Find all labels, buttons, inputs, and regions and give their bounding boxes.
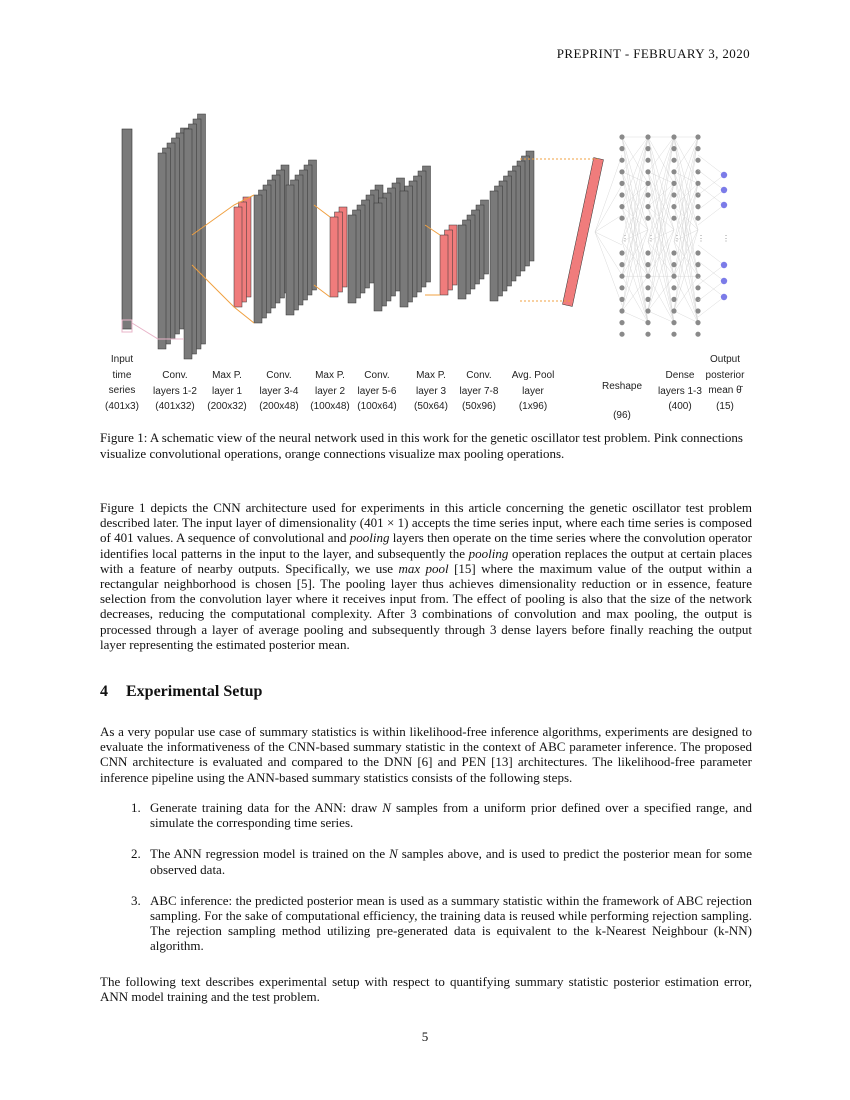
neuron-node [695,216,700,221]
conv-layer-7-8b [490,191,498,301]
reshape-connection [595,215,622,232]
dense-connection [622,137,648,183]
neuron-node [671,204,676,209]
neuron-node [695,262,700,267]
layer-label [207,368,246,415]
dense-connection [622,241,648,322]
layer-label-line: Dense [665,370,695,381]
dense-connection [648,137,674,172]
neuron-node [619,274,624,279]
neuron-node [645,297,650,302]
output-connection [698,297,724,317]
dense-connection [674,172,698,230]
neuron-node [671,285,676,290]
output-connection [698,277,724,297]
layer-label-line: layers 1-3 [658,385,702,397]
maxpool-layer-3 [440,235,448,295]
dense-connection [622,183,648,311]
output-connection [698,190,724,210]
dense-connection [622,172,648,230]
dense-connection [648,137,674,207]
layer-label-line: mean θ̄ [708,385,742,396]
neuron-node [671,320,676,325]
steps-list [100,800,752,970]
layer-label-line: (50x64) [414,401,448,412]
layer-label-line: layer 1 [211,385,242,397]
layer-label [706,352,745,414]
output-connection [698,155,724,175]
layer-label-line: Max P. [212,370,242,381]
dense-connection [648,172,674,230]
neuron-node [695,134,700,139]
neuron-node [645,181,650,186]
output-connection [698,205,724,225]
layer-label-line: Max P. [315,370,345,381]
layer-label [460,368,499,415]
dense-connection [622,183,648,241]
output-node [721,262,727,268]
conv-layer-3-4b [286,185,294,315]
dense-connection [674,183,698,276]
layer-label-line: (200x32) [207,401,247,412]
layer-label [512,368,555,415]
neuron-node [619,308,624,313]
maxpool-layer-2 [330,217,338,297]
layer-label-line: Conv. [266,370,292,381]
layer-label-line: time [112,369,132,381]
dense-connection [674,137,698,183]
output-connection [698,245,724,265]
conv-layer-5-6b [374,203,382,311]
dense-connection [674,172,698,184]
output-connection [698,170,724,190]
dense-connection [648,172,674,184]
dense-connection [674,137,698,230]
dense-connection [622,137,648,230]
neuron-node [671,274,676,279]
dense-connection [622,137,648,207]
layer-label-line: Input [110,354,134,365]
neuron-node [695,158,700,163]
layer-label-line: layer 7-8 [459,385,499,397]
conv-layer-5-6c [400,191,408,307]
layer-label-line: series [108,385,136,396]
math-401: 401 [114,530,134,546]
dense-connection [674,311,698,323]
dense-connection [648,183,674,311]
neuron-node [695,332,700,337]
figure-caption: Figure 1: A schematic view of the neural network used in this work for the genetic oscillator test problem. Pink connections visualize convolutional operations, orange connections visualize max pooling operations. [100,430,743,461]
paragraph-experimental-intro: As a very popular use case of summary statistics is within likelihood-free inference algorithms, experiments are designed to evaluate the informativeness of the CNN-based summary statistic in the context of ABC parameter inference. The proposed CNN architecture is evaluated and compared to the DNN [6] and PEN [13] architectures. The likelihood-free parameter inference pipeline using the ANN-based summary statistics consists of the following steps. [100,724,752,785]
dense-connection [622,137,648,172]
orange-connection [314,285,330,297]
ellipsis-mark: ⋮ [673,234,681,243]
layer-label-line: layers 1-2 [153,385,197,397]
list-item: 2. The ANN regression model is trained on the N samples above, and is used to predict the posterior mean for some observed data. [131,846,752,877]
layer-label-line: Max P. [416,370,446,381]
neuron-node [619,285,624,290]
layer-label-line: Avg. Pool [511,370,555,381]
neuron-node [645,146,650,151]
dense-connection [648,183,674,276]
neuron-node [645,332,650,337]
layer-label-line: layer [522,385,544,397]
neuron-node [695,285,700,290]
neuron-node [645,134,650,139]
neuron-node [671,332,676,337]
section-heading: 4 Experimental Setup [100,683,263,700]
conv-layer-1-2b [184,129,192,359]
layer-label-line: layer 3-4 [259,385,299,397]
layer-label-line: (200x48) [259,401,299,412]
math-dimensionality: (401 × 1) [359,515,409,531]
neuron-node [619,134,624,139]
dense-connection [674,183,698,311]
conv-layer-1-2 [158,153,166,349]
layer-label-line: (100x48) [310,401,350,412]
layer-label [310,368,349,415]
neuron-node [645,192,650,197]
ellipsis-mark: ⋮ [621,234,629,243]
dense-connection [674,137,698,207]
neuron-node [645,285,650,290]
layer-label [153,368,197,415]
layer-label [658,368,702,415]
page-number: 5 [421,1029,429,1044]
neuron-node [645,158,650,163]
dense-connection [674,183,698,241]
layer-label-line: (50x96) [462,401,496,412]
layer-label-line: Conv. [162,370,188,381]
reshape-connection [595,185,622,232]
neuron-node [645,204,650,209]
neuron-node [619,169,624,174]
neuron-node [645,169,650,174]
input-layer [122,129,132,329]
ellipsis-mark: ⋮ [722,234,730,243]
running-header: PREPRINT - FEBRUARY 3, 2020 [556,46,750,61]
layer-label-line: (401x3) [105,400,139,412]
neuron-node [619,250,624,255]
layer-label-line: (401x32) [155,401,195,412]
output-connection [698,265,724,285]
neuron-node [619,146,624,151]
neuron-node [671,169,676,174]
figure-layer-labels [100,352,760,422]
layer-label [602,372,642,430]
neuron-node [671,181,676,186]
layer-label-line: (96) [613,410,631,421]
neuron-node [671,192,676,197]
dense-connection [648,183,674,241]
layer-label [259,368,298,415]
neuron-node [619,216,624,221]
layer-label-line: (100x64) [357,401,397,412]
output-node [721,278,727,284]
dense-connection [622,172,648,184]
dense-connection [622,311,648,323]
layer-label-line: (15) [716,400,734,412]
output-connection [698,185,724,205]
neuron-node [619,192,624,197]
list-item: 1. Generate training data for the ANN: draw N samples from a uniform prior defined over a specified range, and simulate the corresponding time series. [131,800,752,831]
layer-label-line: layer 5-6 [357,385,397,397]
dense-connection [648,311,674,323]
dense-connection [674,137,698,241]
neuron-node [619,204,624,209]
neuron-node [695,320,700,325]
dense-connection [648,137,674,230]
neuron-node [619,332,624,337]
dense-connection [622,183,648,276]
layer-label [105,352,139,414]
dense-connection [648,137,674,241]
output-connection [698,175,724,195]
layer-label-line: Reshape [601,381,643,392]
neuron-node [671,297,676,302]
layer-label-line: Conv. [466,370,492,381]
neuron-node [619,297,624,302]
output-connection [698,261,724,281]
dense-connection [674,137,698,172]
ellipsis-mark: ⋮ [647,234,655,243]
dense-connection [674,241,698,322]
output-node [721,294,727,300]
neuron-node [695,274,700,279]
neuron-node [619,262,624,267]
dense-connection [648,137,674,183]
dense-connection [622,137,648,241]
neuron-node [645,216,650,221]
ellipsis-mark: ⋮ [697,234,705,243]
neuron-node [619,320,624,325]
neuron-node [645,320,650,325]
neuron-node [695,169,700,174]
neuron-node [671,158,676,163]
list-item: 3. ABC inference: the predicted posterior mean is used as a summary statistic within the framework of ABC rejection sampling. For the sake of computational efficiency, the training data is reused while performing rejection sampling. The rejection sampling method utilizing pre-generated data is equivalent to the k-Nearest Neighbour (k-NN) algorithm. [131,892,752,954]
neuron-node [695,250,700,255]
layer-label [357,368,396,415]
neuron-node [671,262,676,267]
neuron-node [671,146,676,151]
neuron-node [645,308,650,313]
layer-label-line: Output [709,354,741,365]
neuron-node [671,216,676,221]
dense-connection [648,241,674,322]
conv-layer-3-4 [254,195,262,323]
layer-label [414,368,448,415]
layer-label-line: layer 2 [314,385,345,397]
neuron-node [671,134,676,139]
conv-layer-5-6 [348,215,356,303]
neuron-node [619,181,624,186]
paragraph-cnn-architecture: Figure 1 depicts the CNN architecture used for experiments in this article concerning the genetic oscillator test problem described later. The input layer of dimensionality (401 × 1) accepts the time series input, where each time series is composed of 401 values. A sequence of convolutional and pooling layers then operate on the time series where the convolution operator identifies local patterns in the input to the layer, and subsequently the pooling operation replaces the output at certain places with a feature of nearby outputs. Specifically, we use max pool [15] where the maximum value of the output within a rectangular neighborhood is chosen [5]. The pooling layer thus achieves dimensionality reduction or in essence, feature selection from the convolution layer where it receives input from. The effect of pooling is also that the size of the network decreases, reducing the computational complexity. After 3 combinations of convolution and max pooling, the output is processed through a layer of average pooling and subsequently through 3 dense layers before finally reaching the output layer representing the estimated posterior mean. [100,500,753,652]
output-node [721,202,727,208]
output-node [721,172,727,178]
neuron-node [645,274,650,279]
layer-label-line: (400) [668,401,692,412]
output-node [721,187,727,193]
neuron-node [695,308,700,313]
layer-label-line: Conv. [364,370,390,381]
output-connection [698,281,724,301]
neuron-node [671,250,676,255]
avg-pool-layer [563,158,604,307]
layer-label-line: (1x96) [518,401,548,412]
layer-label-line: layer 3 [415,385,446,397]
paragraph-closing: The following text describes experimental setup with respect to quantifying summary statistic posterior estimation error, ANN model training and the test problem. [100,974,752,1005]
neuron-node [619,158,624,163]
maxpool-layer-1 [234,207,242,307]
neuron-node [645,262,650,267]
neuron-node [695,146,700,151]
neuron-node [671,308,676,313]
conv-layer-7-8 [458,225,466,299]
neuron-node [645,250,650,255]
layer-label-line: posterior [705,369,745,381]
